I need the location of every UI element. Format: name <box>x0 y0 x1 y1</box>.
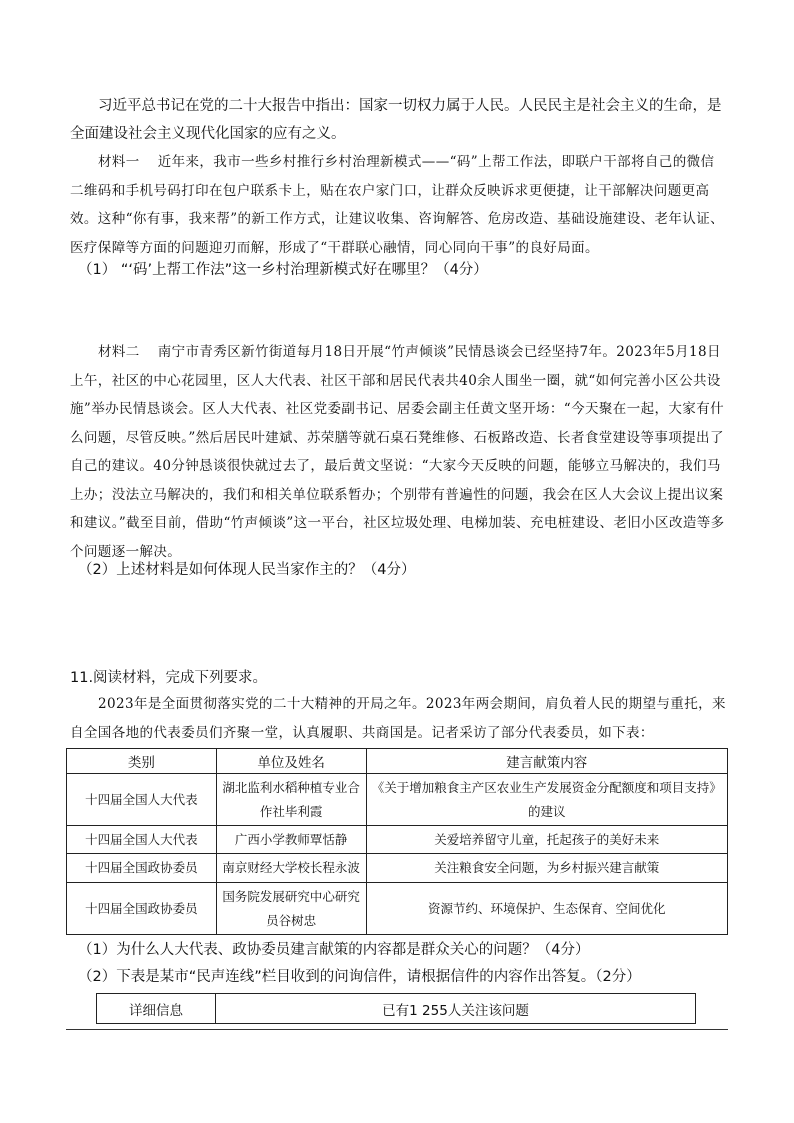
table-cell: 南京财经大学校长程永波 <box>216 854 366 883</box>
material-2-label: 材料二 <box>98 344 140 360</box>
table-cell: 广西小学教师覃恬静 <box>216 826 366 854</box>
table-cell: 《关于增加粮食主产区农业生产发展资金分配额度和项目支持》的建议 <box>366 774 727 826</box>
table-row <box>67 854 728 883</box>
question-11-sub-1: （1）为什么人大代表、政协委员建言献策的内容都是群众关心的问题？（4分） <box>78 942 590 958</box>
table-cell: 十四届全国政协委员 <box>67 883 217 935</box>
question-11-sub-2: （2）下表是某市“民声连线”栏目收到的问询信件，请根据信件的内容作出答复。（2分） <box>78 969 641 985</box>
table-row <box>97 994 696 1024</box>
table-row <box>67 774 728 826</box>
question-11-text: 2023年是全面贯彻落实党的二十大精神的开局之年。2023年两会期间，肩负着人民的期望与重托，来自全国各地的代表委员们齐聚一堂，认真履职、共商国是。记者采访了部分代表委员，如下表： <box>70 696 726 741</box>
table-cell: 关爱培养留守儿童，托起孩子的美好未来 <box>366 826 727 854</box>
table-header: 建言献策内容 <box>366 749 727 774</box>
table-cell: 关注粮食安全问题，为乡村振兴建言献策 <box>366 854 727 883</box>
material-2-text: 南宁市青秀区新竹街道每月18日开展“竹声倾谈”民情恳谈会已经坚持7年。2023年5月18日上午，社区的中心花园里，区人大代表、社区干部和居民代表共40余人围坐一圈，就“如何完善小区公共设施”举办民情恳谈会。区人大代表、社区党委副书记、居委会副主任黄文坚开场：“今天聚在一起，大家有什么问题，尽管反映。”然后居民叶建斌、苏荣膳等就石桌石凳维修、石板路改造、长者食堂建设等事项提出了自己的建议。40分钟恳谈很快就过去了，最后黄文坚说：“大家今天反映的问题，能够立马解决的，我们马上办；没法立马解决的，我们和相关单位联系暂办；个别带有普遍性的问题，我会在区人大会议上提出议案和建议。”截至目前，借助“竹声倾谈”这一平台，社区垃圾处理、电梯加装、充电桩建设、老旧小区改造等多个问题逐一解决。 <box>70 344 725 560</box>
material-1-text: 近年来，我市一些乡村推行乡村治理新模式——“码”上帮工作法，即联户干部将自己的微信二维码和手机号码打印在包户联系卡上，贴在农户家门口，让群众反映诉求更便捷，让干部解决问题更高效。这种“你有事，我来帮”的新工作方式，让建议收集、咨询解答、危房改造、基础设施建设、老年认证、医疗保障等方面的问题迎刃而解，形成了“干群联心融情，同心同向干事”的良好局面。 <box>70 154 725 256</box>
material-1-label: 材料一 <box>98 154 140 170</box>
table-cell: 十四届全国政协委员 <box>67 854 217 883</box>
table-cell: 十四届全国人大代表 <box>67 826 217 854</box>
table-cell: 国务院发展研究中心研究员谷树忠 <box>216 883 366 935</box>
question-11-title: 11.阅读材料，完成下列要求。 <box>70 670 268 686</box>
table-header: 单位及姓名 <box>216 749 366 774</box>
table-cell: 湖北监利水稻种植专业合作社毕利霞 <box>216 774 366 826</box>
representatives-table <box>66 748 728 935</box>
intro-paragraph: 习近平总书记在党的二十大报告中指出：国家一切权力属于人民。人民民主是社会主义的生命，是全面建设社会主义现代化国家的应有之义。 <box>70 98 722 142</box>
page-bottom-divider <box>66 1029 728 1030</box>
mail-attention-count: 已有1 255人关注该问题 <box>216 994 696 1024</box>
table-cell: 资源节约、环境保护、生态保育、空间优化 <box>366 883 727 935</box>
question-1: （1） “‘码’上帮工作法”这一乡村治理新模式好在哪里？（4分） <box>78 262 488 278</box>
table-header: 类别 <box>67 749 217 774</box>
inquiry-letter-table <box>96 993 696 1024</box>
table-cell: 十四届全国人大代表 <box>67 774 217 826</box>
table-row <box>67 883 728 935</box>
table-row <box>67 826 728 854</box>
material-1-paragraph <box>70 148 726 262</box>
question-2: （2）上述材料是如何体现人民当家作主的？（4分） <box>78 562 416 578</box>
mail-detail-label: 详细信息 <box>97 994 216 1024</box>
table-header-row <box>67 749 728 774</box>
material-2-paragraph <box>70 338 726 566</box>
